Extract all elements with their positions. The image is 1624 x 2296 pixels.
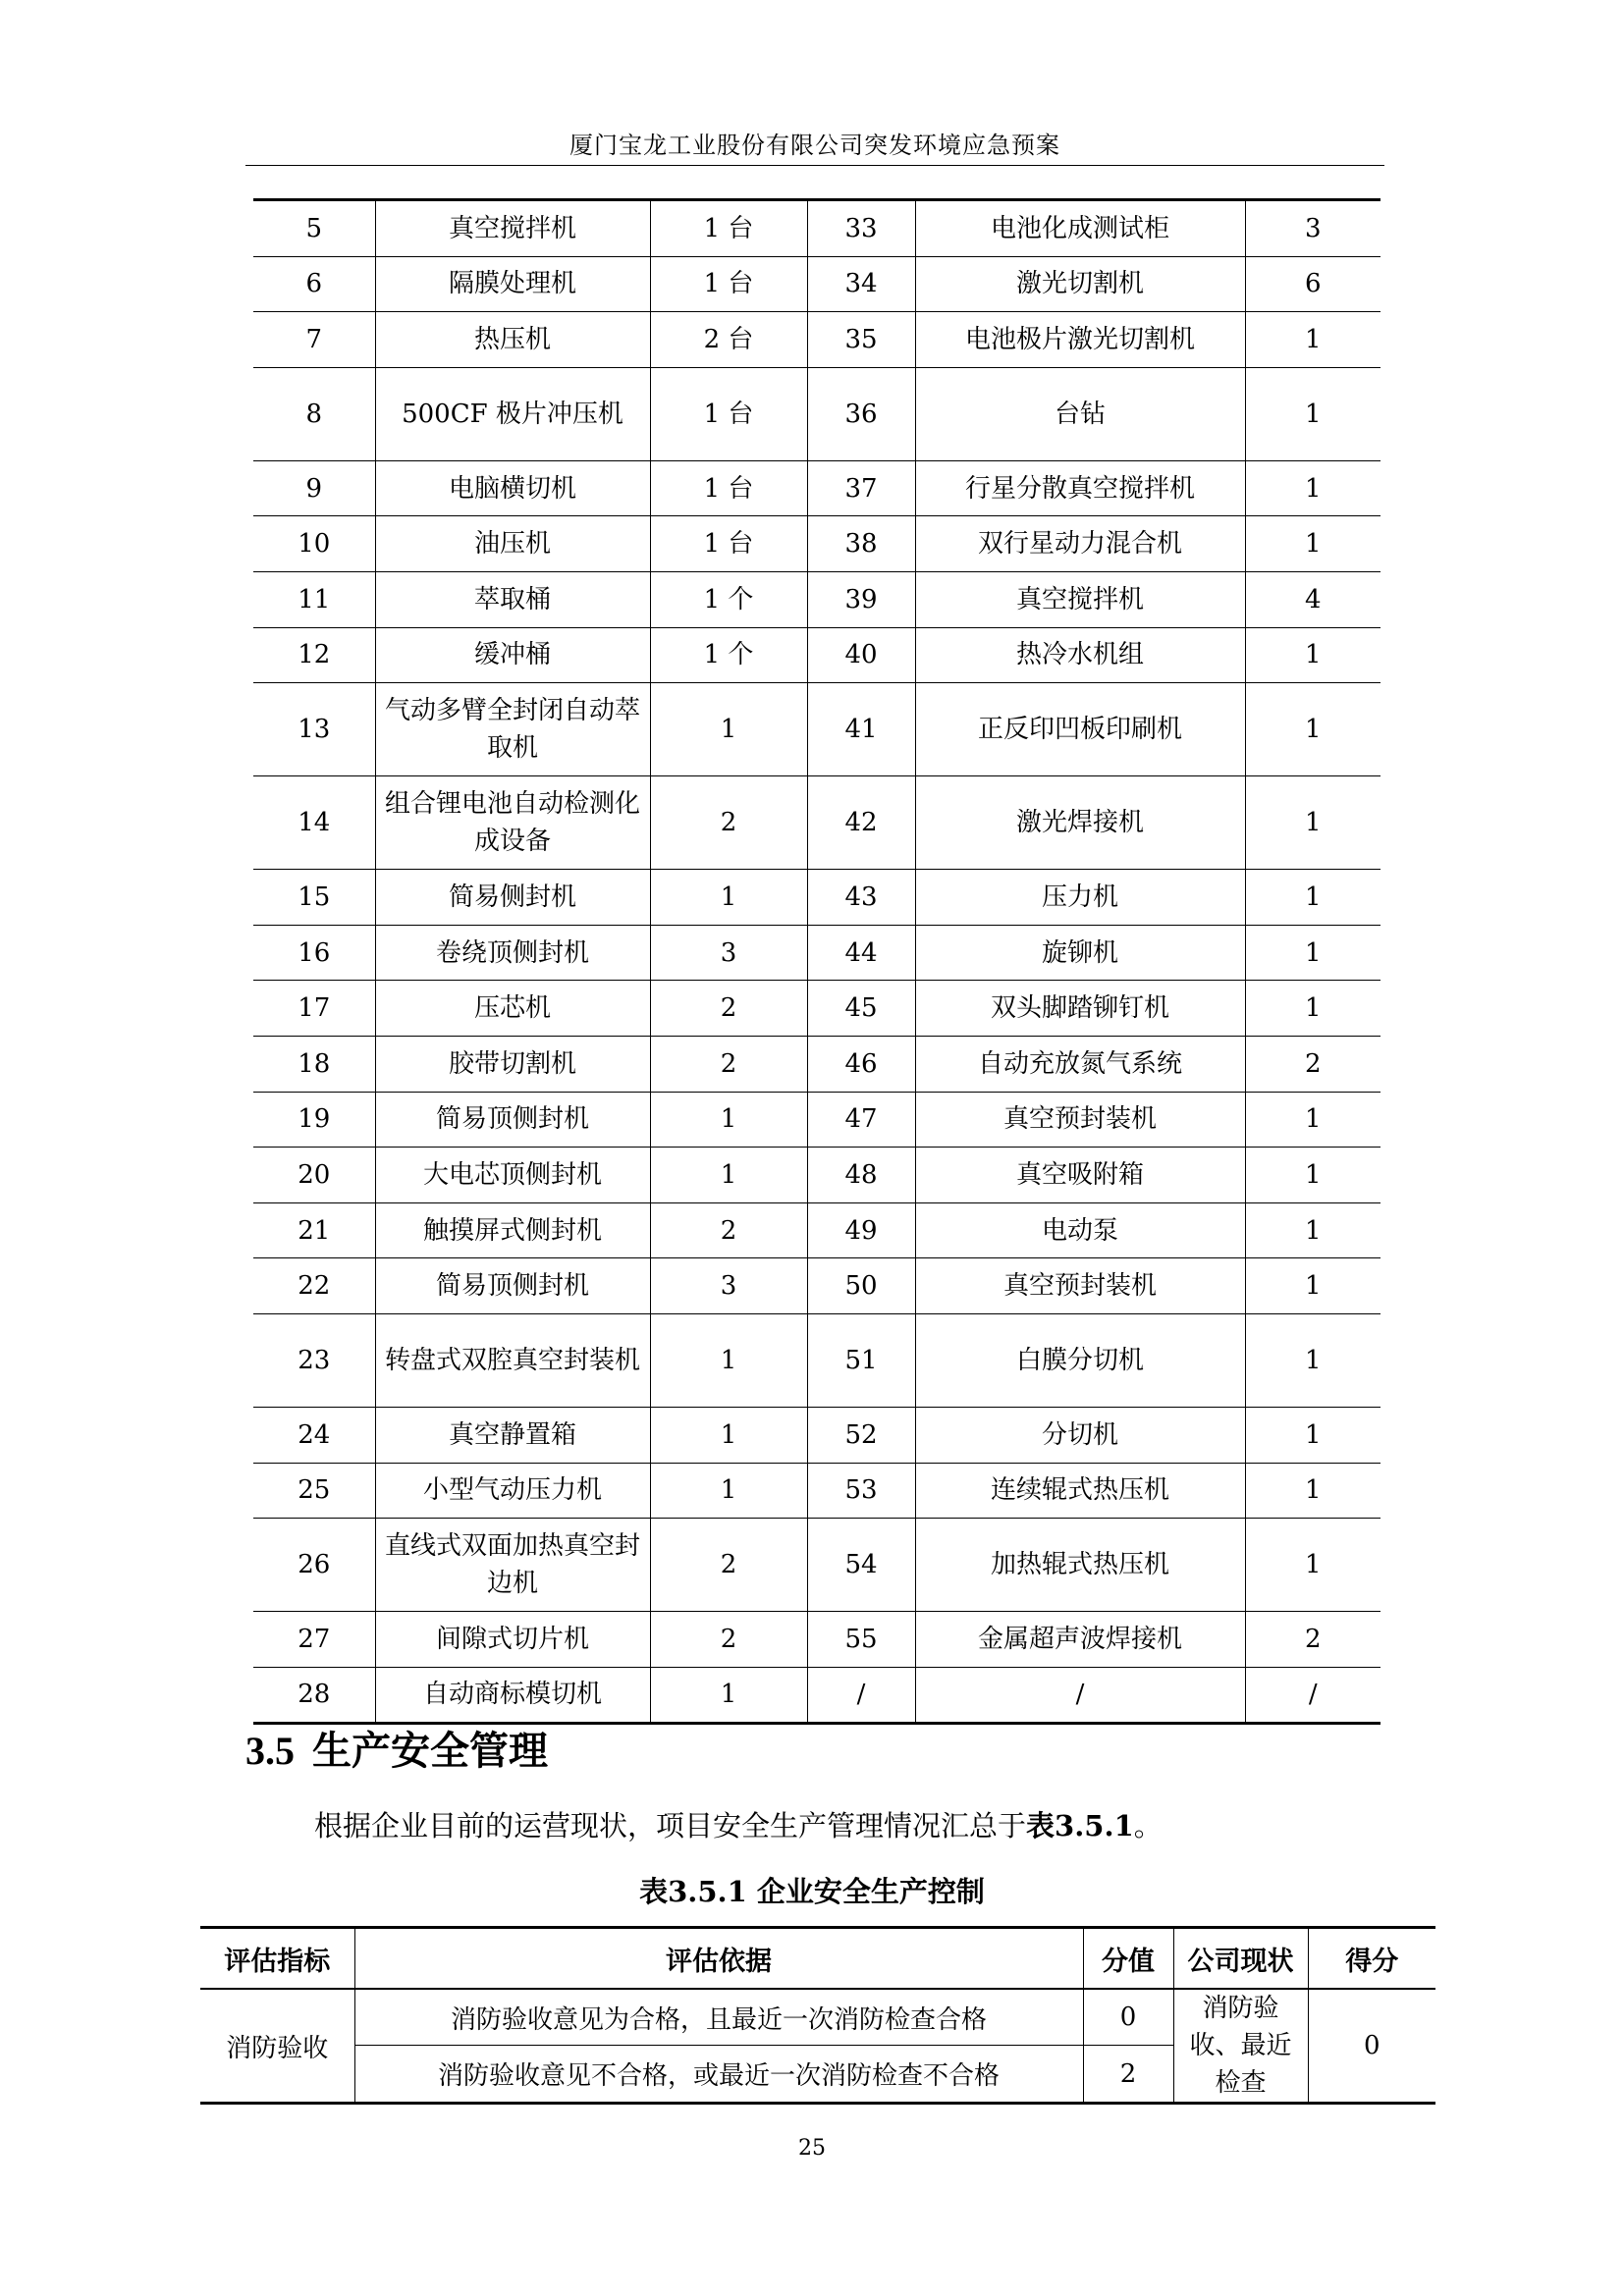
table-row xyxy=(253,571,1380,627)
table-row xyxy=(253,312,1380,368)
index-cell: 35 xyxy=(807,312,915,368)
equipment-name-cell: 加热辊式热压机 xyxy=(915,1519,1245,1612)
quantity-cell: 1 xyxy=(1245,516,1380,572)
index-cell: 7 xyxy=(253,312,375,368)
table-row xyxy=(253,460,1380,516)
index-cell: 40 xyxy=(807,627,915,683)
index-cell: 26 xyxy=(253,1519,375,1612)
equipment-table xyxy=(253,198,1380,1725)
quantity-cell: 1 个 xyxy=(650,571,807,627)
equipment-name-cell: 胶带切割机 xyxy=(375,1036,650,1092)
section-number: 3.5 xyxy=(245,1729,295,1773)
equipment-name-cell: 500CF 极片冲压机 xyxy=(375,367,650,460)
quantity-cell: 1 台 xyxy=(650,516,807,572)
page-number: 25 xyxy=(798,2136,826,2161)
quantity-cell: 1 xyxy=(1245,1258,1380,1314)
result-cell: 0 xyxy=(1308,1989,1435,2104)
table-row xyxy=(253,870,1380,926)
quantity-cell: 3 xyxy=(1245,200,1380,257)
quantity-cell: 1 xyxy=(1245,312,1380,368)
quantity-cell: 2 xyxy=(650,1202,807,1258)
table-row xyxy=(253,1092,1380,1148)
equipment-name-cell: 转盘式双腔真空封装机 xyxy=(375,1313,650,1407)
basis-cell: 消防验收意见为合格，且最近一次消防检查合格 xyxy=(354,1989,1083,2046)
safety-table xyxy=(200,1926,1435,2105)
equipment-name-cell: 真空静置箱 xyxy=(375,1407,650,1463)
equipment-name-cell: 萃取桶 xyxy=(375,571,650,627)
equipment-name-cell: 电脑横切机 xyxy=(375,460,650,516)
equipment-name-cell: 双行星动力混合机 xyxy=(915,516,1245,572)
quantity-cell: 1 xyxy=(1245,1092,1380,1148)
index-cell: 45 xyxy=(807,981,915,1037)
index-cell: 55 xyxy=(807,1612,915,1668)
index-cell: 24 xyxy=(253,1407,375,1463)
quantity-cell: / xyxy=(1245,1667,1380,1724)
score-cell: 2 xyxy=(1083,2046,1173,2104)
equipment-name-cell: 间隙式切片机 xyxy=(375,1612,650,1668)
equipment-name-cell: 卷绕顶侧封机 xyxy=(375,925,650,981)
table-row xyxy=(253,1519,1380,1612)
index-cell: 27 xyxy=(253,1612,375,1668)
index-cell: 38 xyxy=(807,516,915,572)
index-cell: 21 xyxy=(253,1202,375,1258)
quantity-cell: 1 xyxy=(1245,367,1380,460)
quantity-cell: 1 xyxy=(1245,460,1380,516)
equipment-name-cell: 小型气动压力机 xyxy=(375,1463,650,1519)
quantity-cell: 2 xyxy=(650,981,807,1037)
table-row xyxy=(253,516,1380,572)
equipment-name-cell: 电动泵 xyxy=(915,1202,1245,1258)
equipment-name-cell: 气动多臂全封闭自动萃取机 xyxy=(375,683,650,776)
quantity-cell: 1 个 xyxy=(650,627,807,683)
equipment-name-cell: 隔膜处理机 xyxy=(375,256,650,312)
table-row xyxy=(253,1407,1380,1463)
equipment-name-cell: 油压机 xyxy=(375,516,650,572)
table-caption: 表3.5.1 企业安全生产控制 xyxy=(639,1875,985,1908)
quantity-cell: 1 xyxy=(1245,1463,1380,1519)
equipment-name-cell: 简易顶侧封机 xyxy=(375,1258,650,1314)
quantity-cell: 4 xyxy=(1245,571,1380,627)
table-reference: 表3.5.1 xyxy=(1026,1809,1134,1842)
equipment-name-cell: 正反印凹板印刷机 xyxy=(915,683,1245,776)
quantity-cell: 2 xyxy=(1245,1612,1380,1668)
quantity-cell: 3 xyxy=(650,925,807,981)
quantity-cell: 1 xyxy=(1245,870,1380,926)
page-header: 厦门宝龙工业股份有限公司突发环境应急预案 xyxy=(569,132,1060,159)
quantity-cell: 1 xyxy=(1245,1407,1380,1463)
equipment-name-cell: 简易顶侧封机 xyxy=(375,1092,650,1148)
equipment-name-cell: 连续辊式热压机 xyxy=(915,1463,1245,1519)
index-cell: 50 xyxy=(807,1258,915,1314)
index-cell: 53 xyxy=(807,1463,915,1519)
equipment-name-cell: 自动商标模切机 xyxy=(375,1667,650,1724)
index-cell: 22 xyxy=(253,1258,375,1314)
index-cell: / xyxy=(807,1667,915,1724)
quantity-cell: 2 xyxy=(650,1519,807,1612)
quantity-cell: 1 xyxy=(1245,1519,1380,1612)
equipment-name-cell: 电池极片激光切割机 xyxy=(915,312,1245,368)
quantity-cell: 1 xyxy=(650,870,807,926)
quantity-cell: 1 xyxy=(1245,627,1380,683)
table-row xyxy=(253,367,1380,460)
table-row xyxy=(253,925,1380,981)
quantity-cell: 1 xyxy=(650,1148,807,1203)
index-cell: 28 xyxy=(253,1667,375,1724)
index-cell: 51 xyxy=(807,1313,915,1407)
quantity-cell: 1 xyxy=(650,1667,807,1724)
table-row xyxy=(253,1463,1380,1519)
header-basis: 评估依据 xyxy=(354,1928,1083,1990)
index-cell: 44 xyxy=(807,925,915,981)
section-paragraph xyxy=(314,1804,1163,1844)
section-title: 生产安全管理 xyxy=(312,1729,548,1774)
equipment-name-cell: 自动充放氮气系统 xyxy=(915,1036,1245,1092)
index-cell: 47 xyxy=(807,1092,915,1148)
quantity-cell: 1 台 xyxy=(650,200,807,257)
indicator-cell: 消防验收 xyxy=(200,1989,354,2104)
equipment-name-cell: / xyxy=(915,1667,1245,1724)
equipment-name-cell: 组合锂电池自动检测化成设备 xyxy=(375,776,650,870)
index-cell: 8 xyxy=(253,367,375,460)
equipment-name-cell: 热压机 xyxy=(375,312,650,368)
quantity-cell: 1 xyxy=(650,1313,807,1407)
index-cell: 39 xyxy=(807,571,915,627)
quantity-cell: 1 台 xyxy=(650,256,807,312)
table-row xyxy=(253,1667,1380,1724)
quantity-cell: 2 xyxy=(650,1612,807,1668)
quantity-cell: 1 xyxy=(1245,981,1380,1037)
paragraph-end: 。 xyxy=(1133,1809,1163,1842)
index-cell: 52 xyxy=(807,1407,915,1463)
quantity-cell: 2 台 xyxy=(650,312,807,368)
equipment-name-cell: 电池化成测试柜 xyxy=(915,200,1245,257)
index-cell: 20 xyxy=(253,1148,375,1203)
equipment-name-cell: 简易侧封机 xyxy=(375,870,650,926)
table-row xyxy=(253,627,1380,683)
equipment-name-cell: 真空预封装机 xyxy=(915,1258,1245,1314)
table-row xyxy=(253,1258,1380,1314)
equipment-name-cell: 热冷水机组 xyxy=(915,627,1245,683)
quantity-cell: 1 xyxy=(1245,776,1380,870)
index-cell: 25 xyxy=(253,1463,375,1519)
equipment-name-cell: 直线式双面加热真空封边机 xyxy=(375,1519,650,1612)
table-row xyxy=(253,1313,1380,1407)
quantity-cell: 1 xyxy=(1245,1313,1380,1407)
equipment-name-cell: 缓冲桶 xyxy=(375,627,650,683)
index-cell: 19 xyxy=(253,1092,375,1148)
index-cell: 37 xyxy=(807,460,915,516)
index-cell: 36 xyxy=(807,367,915,460)
quantity-cell: 3 xyxy=(650,1258,807,1314)
quantity-cell: 1 xyxy=(650,1092,807,1148)
quantity-cell: 1 xyxy=(650,1407,807,1463)
header-result: 得分 xyxy=(1308,1928,1435,1990)
quantity-cell: 1 xyxy=(650,683,807,776)
index-cell: 43 xyxy=(807,870,915,926)
table-row xyxy=(253,1036,1380,1092)
equipment-name-cell: 真空吸附箱 xyxy=(915,1148,1245,1203)
quantity-cell: 1 xyxy=(1245,1148,1380,1203)
quantity-cell: 2 xyxy=(1245,1036,1380,1092)
table-row xyxy=(253,776,1380,870)
quantity-cell: 1 台 xyxy=(650,460,807,516)
equipment-name-cell: 大电芯顶侧封机 xyxy=(375,1148,650,1203)
equipment-name-cell: 金属超声波焊接机 xyxy=(915,1612,1245,1668)
quantity-cell: 1 xyxy=(1245,925,1380,981)
index-cell: 42 xyxy=(807,776,915,870)
index-cell: 17 xyxy=(253,981,375,1037)
equipment-name-cell: 激光切割机 xyxy=(915,256,1245,312)
equipment-name-cell: 真空预封装机 xyxy=(915,1092,1245,1148)
index-cell: 46 xyxy=(807,1036,915,1092)
header-status: 公司现状 xyxy=(1173,1928,1308,1990)
equipment-name-cell: 分切机 xyxy=(915,1407,1245,1463)
header-score: 分值 xyxy=(1083,1928,1173,1990)
safety-row xyxy=(200,1989,1435,2046)
index-cell: 18 xyxy=(253,1036,375,1092)
index-cell: 10 xyxy=(253,516,375,572)
status-cell: 消防验收、最近检查 xyxy=(1173,1989,1308,2104)
table-row xyxy=(253,683,1380,776)
quantity-cell: 1 台 xyxy=(650,367,807,460)
equipment-name-cell: 触摸屏式侧封机 xyxy=(375,1202,650,1258)
index-cell: 23 xyxy=(253,1313,375,1407)
equipment-name-cell: 激光焊接机 xyxy=(915,776,1245,870)
index-cell: 11 xyxy=(253,571,375,627)
basis-cell: 消防验收意见不合格，或最近一次消防检查不合格 xyxy=(354,2046,1083,2104)
index-cell: 12 xyxy=(253,627,375,683)
equipment-name-cell: 压芯机 xyxy=(375,981,650,1037)
table-row xyxy=(253,1612,1380,1668)
safety-header-row xyxy=(200,1928,1435,1990)
quantity-cell: 1 xyxy=(1245,683,1380,776)
index-cell: 5 xyxy=(253,200,375,257)
index-cell: 6 xyxy=(253,256,375,312)
index-cell: 41 xyxy=(807,683,915,776)
table-row xyxy=(253,981,1380,1037)
index-cell: 54 xyxy=(807,1519,915,1612)
quantity-cell: 1 xyxy=(650,1463,807,1519)
index-cell: 16 xyxy=(253,925,375,981)
equipment-name-cell: 真空搅拌机 xyxy=(915,571,1245,627)
index-cell: 14 xyxy=(253,776,375,870)
table-row xyxy=(253,256,1380,312)
header-rule xyxy=(245,165,1384,166)
score-cell: 0 xyxy=(1083,1989,1173,2046)
index-cell: 13 xyxy=(253,683,375,776)
index-cell: 48 xyxy=(807,1148,915,1203)
equipment-name-cell: 行星分散真空搅拌机 xyxy=(915,460,1245,516)
quantity-cell: 6 xyxy=(1245,256,1380,312)
index-cell: 15 xyxy=(253,870,375,926)
index-cell: 9 xyxy=(253,460,375,516)
equipment-name-cell: 压力机 xyxy=(915,870,1245,926)
index-cell: 34 xyxy=(807,256,915,312)
table-row xyxy=(253,1148,1380,1203)
equipment-name-cell: 真空搅拌机 xyxy=(375,200,650,257)
equipment-name-cell: 台钻 xyxy=(915,367,1245,460)
equipment-name-cell: 旋铆机 xyxy=(915,925,1245,981)
equipment-name-cell: 白膜分切机 xyxy=(915,1313,1245,1407)
quantity-cell: 2 xyxy=(650,1036,807,1092)
header-indicator: 评估指标 xyxy=(200,1928,354,1990)
table-row xyxy=(253,200,1380,257)
paragraph-text: 根据企业目前的运营现状，项目安全生产管理情况汇总于 xyxy=(314,1809,1027,1842)
equipment-name-cell: 双头脚踏铆钉机 xyxy=(915,981,1245,1037)
quantity-cell: 1 xyxy=(1245,1202,1380,1258)
section-heading xyxy=(245,1720,548,1776)
quantity-cell: 2 xyxy=(650,776,807,870)
index-cell: 49 xyxy=(807,1202,915,1258)
index-cell: 33 xyxy=(807,200,915,257)
table-row xyxy=(253,1202,1380,1258)
